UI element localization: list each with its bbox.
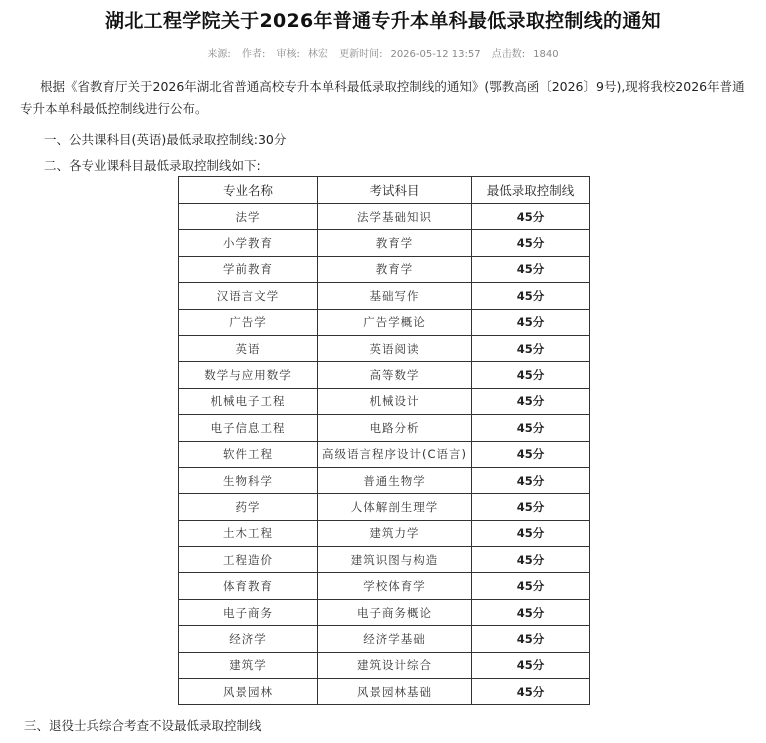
cell-major: 广告学 bbox=[179, 309, 318, 335]
reviewer-name: 林宏 bbox=[307, 49, 328, 60]
cell-major: 软件工程 bbox=[179, 441, 318, 467]
cell-subject: 法学基础知识 bbox=[318, 204, 472, 230]
cell-min-score: 45分 bbox=[472, 599, 590, 625]
table-row bbox=[179, 520, 590, 546]
cell-subject: 机械设计 bbox=[318, 388, 472, 414]
table-row bbox=[179, 573, 590, 599]
header-major: 专业名称 bbox=[179, 177, 318, 204]
table-row bbox=[179, 441, 590, 467]
cell-min-score: 45分 bbox=[472, 679, 590, 705]
score-table bbox=[178, 176, 590, 705]
cell-major: 汉语言文学 bbox=[179, 283, 318, 309]
reviewer-label: 审核: bbox=[276, 49, 300, 60]
table-row bbox=[179, 283, 590, 309]
cell-subject: 普通生物学 bbox=[318, 467, 472, 493]
cell-min-score: 45分 bbox=[472, 652, 590, 678]
section-public-course: 一、公共课科目(英语)最低录取控制线:30分 bbox=[44, 132, 287, 147]
cell-subject: 人体解剖生理学 bbox=[318, 494, 472, 520]
header-subject: 考试科目 bbox=[318, 177, 472, 204]
cell-min-score: 45分 bbox=[472, 388, 590, 414]
table-row bbox=[179, 679, 590, 705]
cell-subject: 电子商务概论 bbox=[318, 599, 472, 625]
table-row bbox=[179, 547, 590, 573]
cell-min-score: 45分 bbox=[472, 335, 590, 361]
table-row bbox=[179, 362, 590, 388]
article-meta bbox=[0, 45, 766, 60]
cell-subject: 建筑力学 bbox=[318, 520, 472, 546]
cell-min-score: 45分 bbox=[472, 283, 590, 309]
cell-major: 工程造价 bbox=[179, 547, 318, 573]
views-count: 1840 bbox=[533, 49, 559, 60]
cell-major: 体育教育 bbox=[179, 573, 318, 599]
cell-major: 风景园林 bbox=[179, 679, 318, 705]
cell-subject: 学校体育学 bbox=[318, 573, 472, 599]
cell-min-score: 45分 bbox=[472, 520, 590, 546]
cell-min-score: 45分 bbox=[472, 573, 590, 599]
section-veterans: 三、退役士兵综合考查不设最低录取控制线 bbox=[24, 718, 262, 733]
table-row bbox=[179, 230, 590, 256]
cell-major: 小学教育 bbox=[179, 230, 318, 256]
table-row bbox=[179, 494, 590, 520]
views-label: 点击数: bbox=[491, 49, 526, 60]
cell-min-score: 45分 bbox=[472, 467, 590, 493]
cell-min-score: 45分 bbox=[472, 547, 590, 573]
cell-major: 法学 bbox=[179, 204, 318, 230]
cell-subject: 电路分析 bbox=[318, 415, 472, 441]
table-row bbox=[179, 599, 590, 625]
table-row bbox=[179, 335, 590, 361]
updated-label: 更新时间: bbox=[339, 49, 383, 60]
table-row bbox=[179, 388, 590, 414]
table-row bbox=[179, 256, 590, 282]
table-row bbox=[179, 652, 590, 678]
cell-major: 电子商务 bbox=[179, 599, 318, 625]
updated-time: 2026-05-12 13:57 bbox=[390, 49, 481, 60]
cell-min-score: 45分 bbox=[472, 415, 590, 441]
table-row bbox=[179, 415, 590, 441]
cell-subject: 教育学 bbox=[318, 256, 472, 282]
cell-major: 电子信息工程 bbox=[179, 415, 318, 441]
cell-major: 生物科学 bbox=[179, 467, 318, 493]
cell-major: 学前教育 bbox=[179, 256, 318, 282]
cell-subject: 建筑识图与构造 bbox=[318, 547, 472, 573]
table-row bbox=[179, 309, 590, 335]
cell-subject: 基础写作 bbox=[318, 283, 472, 309]
cell-min-score: 45分 bbox=[472, 626, 590, 652]
cell-subject: 经济学基础 bbox=[318, 626, 472, 652]
cell-min-score: 45分 bbox=[472, 230, 590, 256]
table-row bbox=[179, 467, 590, 493]
author-label: 作者: bbox=[241, 49, 266, 60]
cell-min-score: 45分 bbox=[472, 362, 590, 388]
cell-min-score: 45分 bbox=[472, 204, 590, 230]
cell-subject: 广告学概论 bbox=[318, 309, 472, 335]
cell-major: 建筑学 bbox=[179, 652, 318, 678]
cell-min-score: 45分 bbox=[472, 441, 590, 467]
table-row bbox=[179, 626, 590, 652]
cell-min-score: 45分 bbox=[472, 256, 590, 282]
intro-paragraph: 根据《省教育厅关于2026年湖北省普通高校专升本单科最低录取控制线的通知》(鄂教高函〔2026〕9号),现将我校2026年普通专升本单科最低控制线进行公布。 bbox=[20, 79, 745, 116]
section-major-course: 二、各专业课科目最低录取控制线如下: bbox=[44, 158, 261, 173]
cell-subject: 教育学 bbox=[318, 230, 472, 256]
cell-subject: 建筑设计综合 bbox=[318, 652, 472, 678]
cell-major: 数学与应用数学 bbox=[179, 362, 318, 388]
table-header-row bbox=[179, 177, 590, 204]
cell-major: 土木工程 bbox=[179, 520, 318, 546]
cell-major: 药学 bbox=[179, 494, 318, 520]
source-label: 来源: bbox=[207, 49, 231, 60]
table-row bbox=[179, 204, 590, 230]
cell-subject: 高级语言程序设计(C语言) bbox=[318, 441, 472, 467]
cell-major: 经济学 bbox=[179, 626, 318, 652]
cell-min-score: 45分 bbox=[472, 494, 590, 520]
cell-subject: 高等数学 bbox=[318, 362, 472, 388]
page-title: 湖北工程学院关于2026年普通专升本单科最低录取控制线的通知 bbox=[105, 10, 661, 32]
cell-subject: 风景园林基础 bbox=[318, 679, 472, 705]
cell-major: 机械电子工程 bbox=[179, 388, 318, 414]
cell-major: 英语 bbox=[179, 335, 318, 361]
cell-min-score: 45分 bbox=[472, 309, 590, 335]
header-min-score: 最低录取控制线 bbox=[472, 177, 590, 204]
cell-subject: 英语阅读 bbox=[318, 335, 472, 361]
